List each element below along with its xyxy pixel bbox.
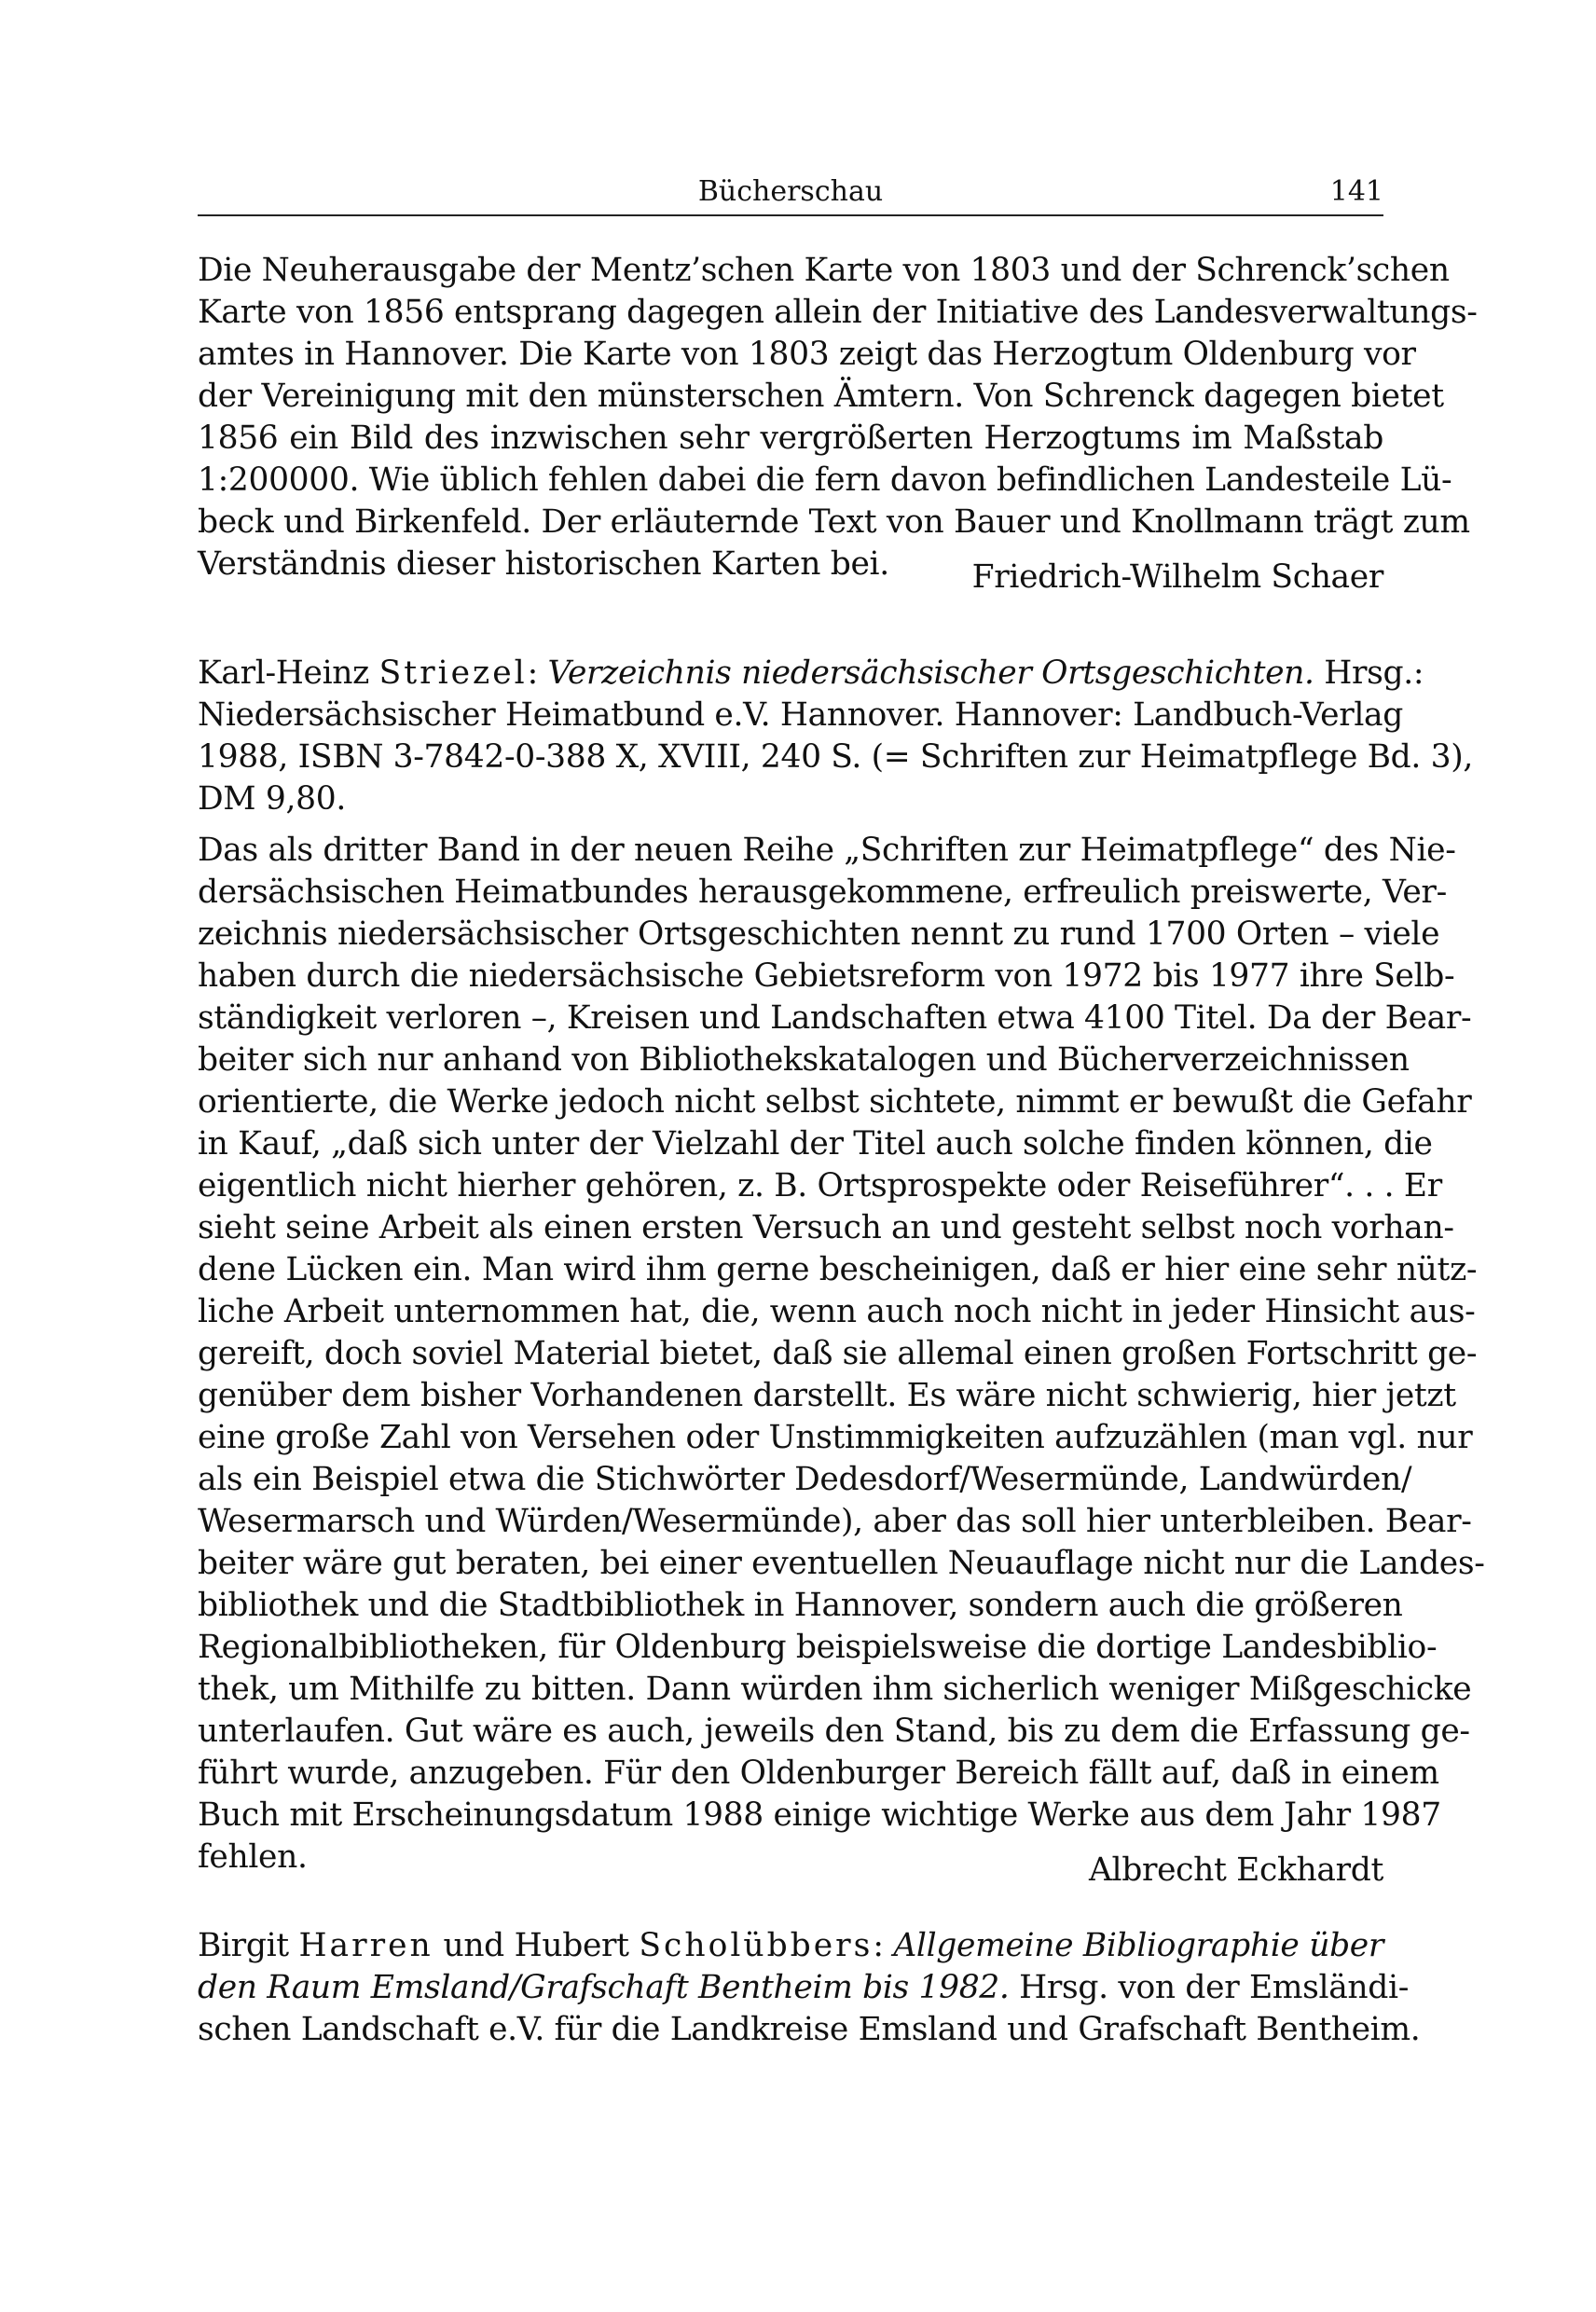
review-1-line: amtes in Hannover. Die Karte von 1803 zeigt das Herzogtum Oldenburg vor xyxy=(198,336,1416,373)
book-title: Verzeichnis niedersächsischer Ortsgeschichten. xyxy=(547,654,1314,692)
author-first-name: Karl-Heinz xyxy=(198,654,379,692)
review-2-final-line xyxy=(198,1837,1383,1889)
author-surname: Harren xyxy=(298,1927,433,1964)
review-2-line-last: fehlen. xyxy=(198,1838,308,1876)
review-1-line: 1856 ein Bild des inzwischen sehr vergrößerten Herzogtums im Maßstab xyxy=(198,420,1383,457)
review-2-line: Regionalbibliotheken, für Oldenburg beispielsweise die dortige Landesbiblio- xyxy=(198,1629,1438,1666)
review-1-line: der Vereinigung mit den münsterschen Ämtern. Von Schrenck dagegen bietet xyxy=(198,378,1444,415)
review-2-line: zeichnis niedersächsischer Ortsgeschichten nennt zu rund 1700 Orten – viele xyxy=(198,915,1440,953)
citation-line: 1988, ISBN 3-7842-0-388 X, XVIII, 240 S. (= Schriften zur Heimatpflege Bd. 3), xyxy=(198,738,1473,776)
citation-colon: : xyxy=(527,654,548,692)
author-surname: Striezel xyxy=(378,654,528,692)
review-1-line: Karte von 1856 entsprang dagegen allein der Initiative des Landesverwaltungs- xyxy=(198,294,1478,331)
citation-line: schen Landschaft e.V. für die Landkreise Emsland und Grafschaft Bentheim. xyxy=(198,2011,1421,2048)
citation-publisher-start: Hrsg. von der Emsländi- xyxy=(1009,1969,1410,2006)
citation-colon: : xyxy=(873,1927,894,1964)
review-2-line: ständigkeit verloren –, Kreisen und Landschaften etwa 4100 Titel. Da der Bear- xyxy=(198,999,1472,1037)
reviewer-signature: Albrecht Eckhardt xyxy=(1088,1851,1383,1889)
citation-line xyxy=(198,653,1424,695)
review-2-line: Wesermarsch und Würden/Wesermünde), aber das soll hier unterbleiben. Bear- xyxy=(198,1503,1472,1540)
review-1-line: 1:200000. Wie üblich fehlen dabei die fern davon befindlichen Landesteile Lü- xyxy=(198,461,1452,499)
review-1-line-last: Verständnis dieser historischen Karten bei. xyxy=(198,545,889,583)
reviewer-signature: Friedrich-Wilhelm Schaer xyxy=(971,558,1383,596)
review-3-citation xyxy=(198,1925,1421,2051)
citation-price: DM 9,80. xyxy=(198,780,346,818)
author-joiner: und Hubert xyxy=(433,1927,640,1964)
review-2-line: eine große Zahl von Versehen oder Unstimmigkeiten aufzuzählen (man vgl. nur xyxy=(198,1419,1473,1456)
review-2-line: sieht seine Arbeit als einen ersten Versuch an und gesteht selbst noch vorhan- xyxy=(198,1209,1454,1246)
citation-line xyxy=(198,1925,1383,1967)
review-1-final-line xyxy=(198,544,1383,596)
review-2-citation xyxy=(198,653,1473,820)
author-first-name: Birgit xyxy=(198,1927,299,1964)
review-2-line: genüber dem bisher Vorhandenen darstellt. Es wäre nicht schwierig, hier jetzt xyxy=(198,1377,1456,1414)
review-2-line: bibliothek und die Stadtbibliothek in Hannover, sondern auch die größeren xyxy=(198,1587,1403,1624)
author-surname: Scholübbers xyxy=(639,1927,874,1964)
review-2-line: Das als dritter Band in der neuen Reihe „Schriften zur Heimatpflege“ des Nie- xyxy=(198,832,1456,869)
review-2-line: Buch mit Erscheinungsdatum 1988 einige wichtige Werke aus dem Jahr 1987 xyxy=(198,1796,1441,1834)
review-1-line: beck und Birkenfeld. Der erläuternde Text von Bauer und Knollmann trägt zum xyxy=(198,503,1470,541)
citation-line: Niedersächsischer Heimatbund e.V. Hannover. Hannover: Landbuch-Verlag xyxy=(198,696,1403,734)
review-2-line: führt wurde, anzugeben. Für den Oldenburger Bereich fällt auf, daß in einem xyxy=(198,1755,1439,1792)
review-2-line: beiter wäre gut beraten, bei einer eventuellen Neuauflage nicht nur die Landes- xyxy=(198,1545,1485,1582)
review-2-line: liche Arbeit unternommen hat, die, wenn auch noch nicht in jeder Hinsicht aus- xyxy=(198,1293,1476,1330)
review-2-body xyxy=(198,830,1485,1889)
review-2-line: orientierte, die Werke jedoch nicht selbst sichtete, nimmt er bewußt die Gefahr xyxy=(198,1083,1472,1121)
citation-line xyxy=(198,1967,1410,2009)
review-2-line: als ein Beispiel etwa die Stichwörter Dedesdorf/Wesermünde, Landwürden/ xyxy=(198,1461,1412,1498)
book-page xyxy=(198,0,1485,2312)
page-number: 141 xyxy=(1329,175,1383,208)
review-2-line: dersächsischen Heimatbundes herausgekommene, erfreulich preiswerte, Ver- xyxy=(198,874,1447,911)
review-2-line: unterlaufen. Gut wäre es auch, jeweils den Stand, bis zu dem die Erfassung ge- xyxy=(198,1713,1470,1750)
running-title: Bücherschau xyxy=(697,175,884,208)
citation-publisher-start: Hrsg.: xyxy=(1314,654,1424,692)
review-2-line: haben durch die niedersächsische Gebietsreform von 1972 bis 1977 ihre Selb- xyxy=(198,957,1455,995)
book-title-continued: den Raum Emsland/Grafschaft Bentheim bis 1982. xyxy=(198,1969,1010,2006)
review-1-line: Die Neuherausgabe der Mentz’schen Karte von 1803 und der Schrenck’schen xyxy=(198,252,1450,289)
review-2-line: thek, um Mithilfe zu bitten. Dann würden ihm sicherlich weniger Mißgeschicke xyxy=(198,1671,1472,1708)
review-2-line: gereift, doch soviel Material bietet, daß sie allemal einen großen Fortschritt ge- xyxy=(198,1335,1478,1372)
review-2-line: beiter sich nur anhand von Bibliothekskatalogen und Bücherverzeichnissen xyxy=(198,1041,1410,1079)
book-title: Allgemeine Bibliographie über xyxy=(893,1927,1384,1964)
review-2-line: dene Lücken ein. Man wird ihm gerne bescheinigen, daß er hier eine sehr nütz- xyxy=(198,1251,1478,1288)
review-2-line: in Kauf, „daß sich unter der Vielzahl der Titel auch solche finden können, die xyxy=(198,1125,1433,1163)
review-2-line: eigentlich nicht hierher gehören, z. B. Ortsprospekte oder Reiseführer“. . . Er xyxy=(198,1167,1442,1204)
running-header xyxy=(198,168,1383,216)
review-1-body xyxy=(198,250,1478,596)
